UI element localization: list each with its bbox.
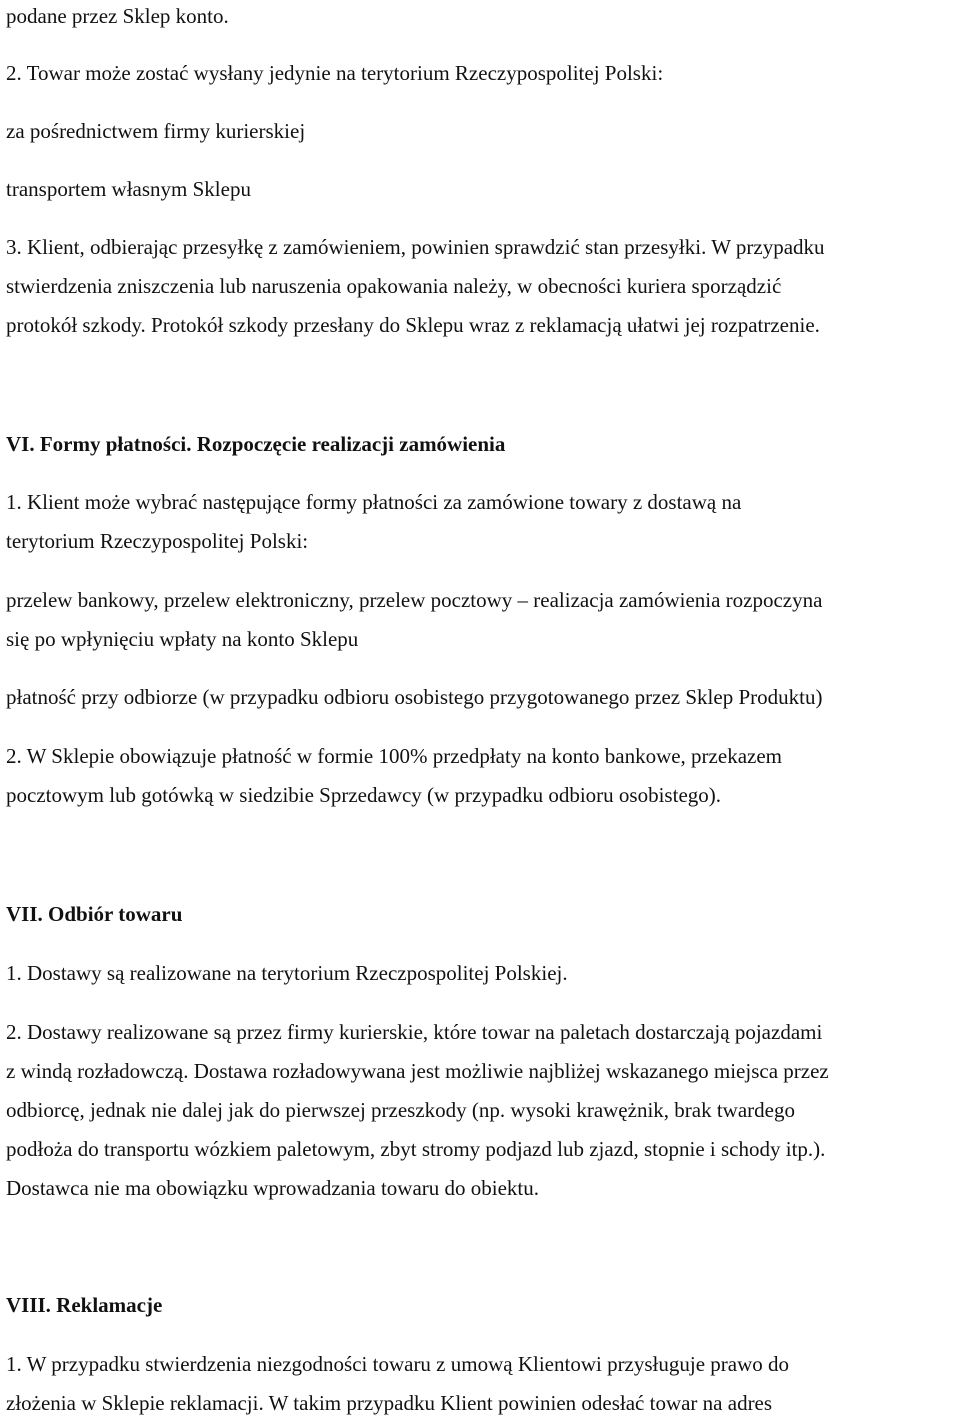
text-line: odbiorcę, jednak nie dalej jak do pierwszej przeszkody (np. wysoki krawężnik, brak twardego <box>6 1098 795 1122</box>
text-line: się po wpłynięciu wpłaty na konto Sklepu <box>6 627 359 651</box>
section-heading-vi: VI. Formy płatności. Rozpoczęcie realizacji zamówienia <box>6 432 506 456</box>
text-line: 2. Towar może zostać wysłany jedynie na terytorium Rzeczypospolitej Polski: <box>6 61 664 85</box>
text-line: protokół szkody. Protokół szkody przesłany do Sklepu wraz z reklamacją ułatwi jej rozpatrzenie. <box>6 313 820 337</box>
section-heading-vii: VII. Odbiór towaru <box>6 902 183 926</box>
text-line: 1. Klient może wybrać następujące formy płatności za zamówione towary z dostawą na <box>6 490 742 514</box>
text-line: stwierdzenia zniszczenia lub naruszenia opakowania należy, w obecności kuriera sporządzić <box>6 274 782 298</box>
text-line: złożenia w Sklepie reklamacji. W takim przypadku Klient powinien odesłać towar na adres <box>6 1391 773 1415</box>
text-line: transportem własnym Sklepu <box>6 177 251 201</box>
text-line: podane przez Sklep konto. <box>6 4 229 28</box>
text-line: 2. W Sklepie obowiązuje płatność w formie 100% przedpłaty na konto bankowe, przekazem <box>6 744 782 768</box>
section-heading-viii: VIII. Reklamacje <box>6 1293 163 1317</box>
text-line: 2. Dostawy realizowane są przez firmy kurierskie, które towar na paletach dostarczają pojazdami <box>6 1020 823 1044</box>
text-line: z windą rozładowczą. Dostawa rozładowywana jest możliwie najbliżej wskazanego miejsca przez <box>6 1059 829 1083</box>
text-line: 3. Klient, odbierając przesyłkę z zamówieniem, powinien sprawdzić stan przesyłki. W przypadku <box>6 235 825 259</box>
text-line: podłoża do transportu wózkiem paletowym, zbyt stromy podjazd lub zjazd, stopnie i schody itp.). <box>6 1137 826 1161</box>
text-line: Dostawca nie ma obowiązku wprowadzania towaru do obiektu. <box>6 1176 539 1200</box>
text-line: terytorium Rzeczypospolitej Polski: <box>6 529 309 553</box>
text-line: przelew bankowy, przelew elektroniczny, przelew pocztowy – realizacja zamówienia rozpoczyna <box>6 588 823 612</box>
text-line: pocztowym lub gotówką w siedzibie Sprzedawcy (w przypadku odbioru osobistego). <box>6 783 722 807</box>
text-line: 1. Dostawy są realizowane na terytorium Rzeczpospolitej Polskiej. <box>6 961 568 985</box>
text-line: za pośrednictwem firmy kurierskiej <box>6 119 306 143</box>
text-line: płatność przy odbiorze (w przypadku odbioru osobistego przygotowanego przez Sklep Produktu) <box>6 685 823 709</box>
text-line: 1. W przypadku stwierdzenia niezgodności towaru z umową Klientowi przysługuje prawo do <box>6 1352 790 1376</box>
